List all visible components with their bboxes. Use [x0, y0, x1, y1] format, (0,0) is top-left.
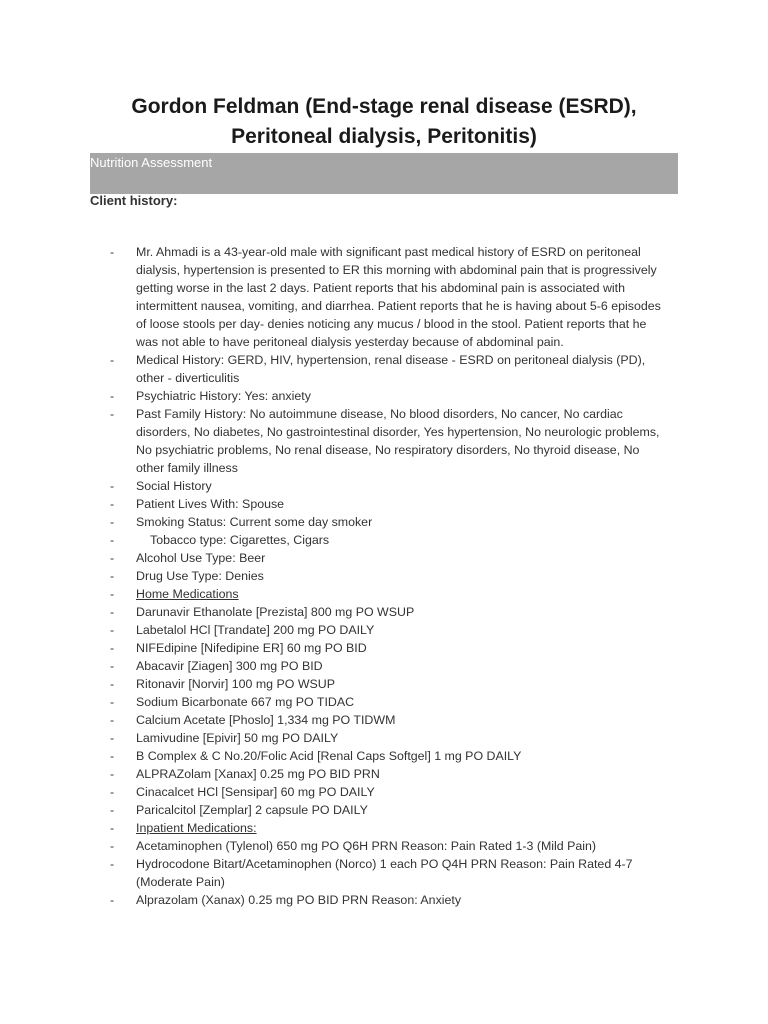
bullet-dash: - [110, 245, 115, 259]
list-item-text: Alprazolam (Xanax) 0.25 mg PO BID PRN Reason: Anxiety [136, 893, 462, 907]
list-item [110, 603, 670, 621]
list-item-text: NIFEdipine [Nifedipine ER] 60 mg PO BID [136, 641, 367, 655]
bullet-dash: - [110, 767, 115, 781]
bullet-dash: - [110, 695, 115, 709]
list-item [110, 855, 670, 891]
bullet-dash: - [110, 389, 115, 403]
list-item [110, 621, 670, 639]
list-item [110, 513, 670, 531]
bullet-dash: - [110, 803, 115, 817]
bullet-dash: - [110, 515, 115, 529]
list-item [110, 729, 670, 747]
list-item-text: Darunavir Ethanolate [Prezista] 800 mg PO WSUP [136, 605, 415, 619]
list-item-text: Social History [136, 479, 212, 493]
section-header-text: Nutrition Assessment [90, 155, 213, 170]
bullet-dash: - [110, 677, 115, 691]
list-item [110, 639, 670, 657]
list-item [110, 693, 670, 711]
list-item [110, 675, 670, 693]
list-item [110, 405, 670, 477]
list-item-text: Calcium Acetate [Phoslo] 1,334 mg PO TIDWM [136, 713, 396, 727]
bullet-dash: - [110, 479, 115, 493]
list-item [110, 819, 670, 837]
bullet-dash: - [110, 821, 115, 835]
list-item [110, 531, 670, 549]
bullet-dash: - [110, 785, 115, 799]
list-item-text: Labetalol HCl [Trandate] 200 mg PO DAILY [136, 623, 375, 637]
list-item-text: Cinacalcet HCl [Sensipar] 60 mg PO DAILY [136, 785, 375, 799]
inpatient-medications-heading: Inpatient Medications: [136, 821, 257, 835]
bullet-dash: - [110, 659, 115, 673]
list-item [110, 747, 670, 765]
home-medications-heading: Home Medications [136, 587, 239, 601]
list-item [110, 891, 670, 909]
list-item-text: Abacavir [Ziagen] 300 mg PO BID [136, 659, 323, 673]
list-item-text: B Complex & C No.20/Folic Acid [Renal Caps Softgel] 1 mg PO DAILY [136, 749, 522, 763]
list-item [110, 783, 670, 801]
list-item [110, 711, 670, 729]
list-item [110, 837, 670, 855]
list-item-text: Past Family History: No autoimmune disease, No blood disorders, No cancer, No cardiac disorders, No diabetes, No gastrointestinal disorder, Yes hypertension, No neurologic problems, No psychiatric problems, No renal disease, No respiratory disorders, No thyroid disease, No other family illness [136, 407, 660, 475]
list-item [110, 351, 670, 387]
bullet-dash: - [110, 857, 115, 871]
list-item [110, 549, 670, 567]
list-item-text: Acetaminophen (Tylenol) 650 mg PO Q6H PRN Reason: Pain Rated 1-3 (Mild Pain) [136, 839, 597, 853]
list-item-text: Psychiatric History: Yes: anxiety [136, 389, 311, 403]
bullet-dash: - [110, 749, 115, 763]
bullet-dash: - [110, 623, 115, 637]
list-item-text: Drug Use Type: Denies [136, 569, 264, 583]
list-item-text: Mr. Ahmadi is a 43-year-old male with significant past medical history of ESRD on peritoneal dialysis, hypertension is presented to ER this morning with abdominal pain that is progressively getting worse in the last 2 days. Patient reports that his abdominal pain is associated with intermittent nausea, vomiting, and diarrhea. Patient reports that he is having about 5-6 episodes of loose stools per day- denies noticing any mucus / blood in the stool. Patient reports that he was not able to have peritoneal dialysis yesterday because of abdominal pain. [136, 245, 661, 349]
title-line-2: Peritoneal dialysis, Peritonitis) [231, 125, 537, 148]
bullet-dash: - [110, 893, 115, 907]
bullet-dash: - [110, 713, 115, 727]
bullet-dash: - [110, 731, 115, 745]
document-title [0, 92, 768, 152]
list-item [110, 585, 670, 603]
list-item-text: Lamivudine [Epivir] 50 mg PO DAILY [136, 731, 339, 745]
bullet-dash: - [110, 407, 115, 421]
bullet-dash: - [110, 839, 115, 853]
list-item-text: Medical History: GERD, HIV, hypertension, renal disease - ESRD on peritoneal dialysis (PD), other - diverticulitis [136, 353, 646, 385]
list-item [110, 801, 670, 819]
bullet-dash: - [110, 497, 115, 511]
bullet-dash: - [110, 641, 115, 655]
list-item-text: Smoking Status: Current some day smoker [136, 515, 373, 529]
bullet-dash: - [110, 587, 115, 601]
client-history-list [110, 243, 670, 909]
client-history-heading: Client history: [90, 193, 178, 208]
list-item-text: Sodium Bicarbonate 667 mg PO TIDAC [136, 695, 355, 709]
list-item [110, 657, 670, 675]
list-item [110, 243, 670, 351]
list-item-text: Tobacco type: Cigarettes, Cigars [150, 533, 330, 547]
list-item-text: Patient Lives With: Spouse [136, 497, 285, 511]
title-line-1: Gordon Feldman (End-stage renal disease (ESRD), [131, 95, 637, 118]
section-header-bar [90, 153, 678, 194]
bullet-dash: - [110, 605, 115, 619]
list-item [110, 387, 670, 405]
list-item [110, 477, 670, 495]
list-item-text: Hydrocodone Bitart/Acetaminophen (Norco) 1 each PO Q4H PRN Reason: Pain Rated 4-7 (Moderate Pain) [136, 857, 633, 889]
list-item-text: Ritonavir [Norvir] 100 mg PO WSUP [136, 677, 335, 691]
bullet-dash: - [110, 551, 115, 565]
list-item [110, 567, 670, 585]
list-item-text: Paricalcitol [Zemplar] 2 capsule PO DAILY [136, 803, 368, 817]
list-item [110, 495, 670, 513]
list-item-text: ALPRAZolam [Xanax] 0.25 mg PO BID PRN [136, 767, 380, 781]
list-item-text: Alcohol Use Type: Beer [136, 551, 266, 565]
bullet-dash: - [110, 353, 115, 367]
list-item [110, 765, 670, 783]
bullet-dash: - [110, 569, 115, 583]
bullet-dash: - [110, 533, 115, 547]
